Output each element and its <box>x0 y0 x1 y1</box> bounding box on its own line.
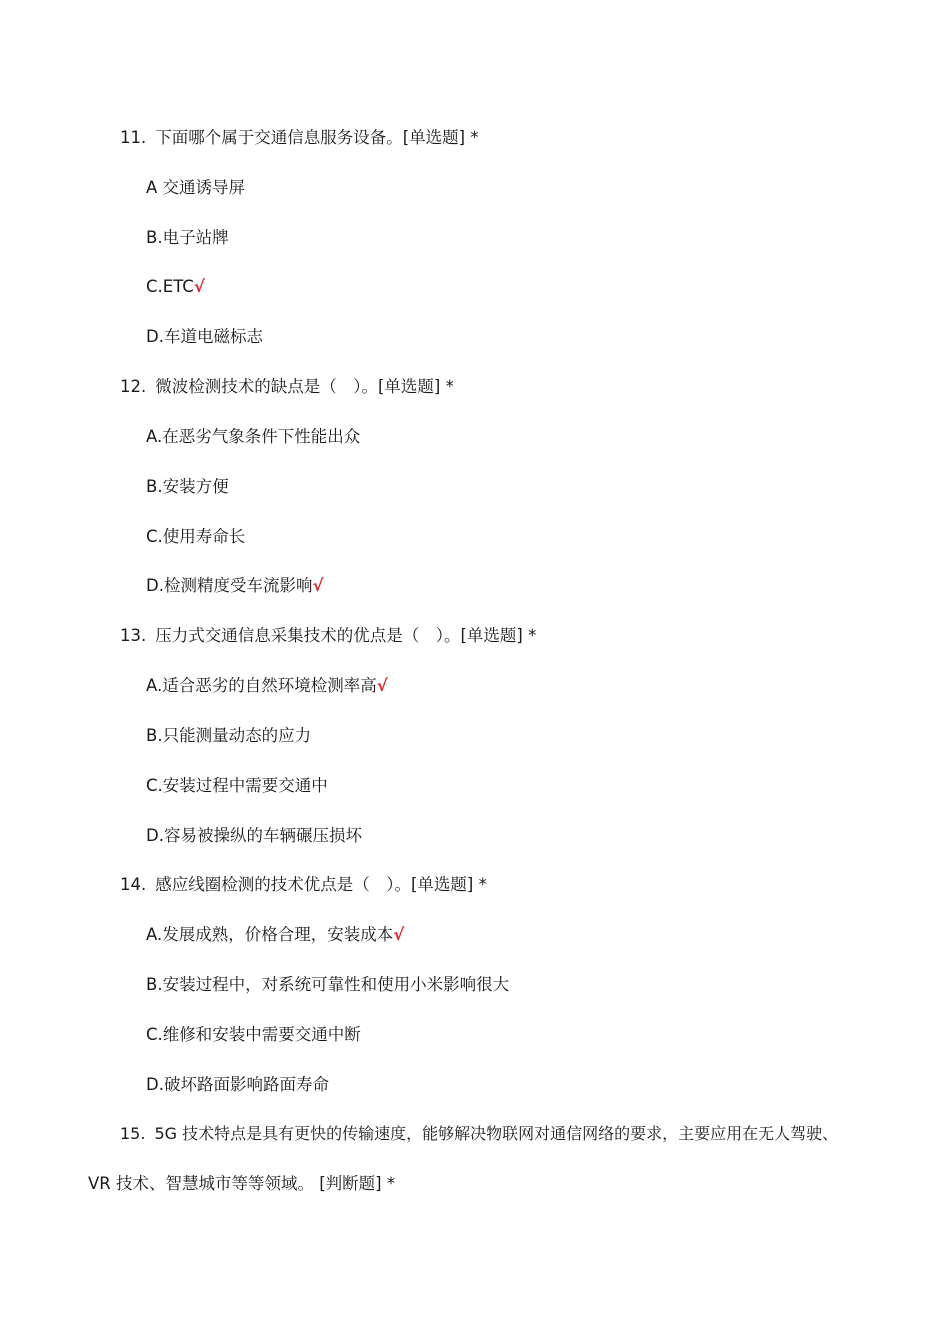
question-15-continued <box>88 1173 395 1195</box>
question-text: 微波检测技术的缺点是（ ）。[单选题] * <box>155 377 454 396</box>
option-14-c <box>146 1024 361 1046</box>
question-text-line1: 5G 技术特点是具有更快的传输速度，能够解决物联网对通信网络的要求，主要应用在无人驾驶、 <box>154 1124 839 1143</box>
question-13 <box>120 625 536 647</box>
question-15 <box>120 1123 838 1145</box>
checkmark-icon: √ <box>193 277 205 296</box>
question-11 <box>120 127 479 149</box>
option-label: D.容易被操纵的车辆碾压损坏 <box>146 826 362 845</box>
option-label: C.维修和安装中需要交通中断 <box>146 1025 361 1044</box>
checkmark-icon: √ <box>312 576 324 595</box>
option-12-a <box>146 426 360 448</box>
question-text: 下面哪个属于交通信息服务设备。[单选题] * <box>155 128 479 147</box>
option-label: D.检测精度受车流影响 <box>146 576 313 595</box>
question-number: 11. <box>120 128 147 147</box>
question-number: 14. <box>120 875 147 894</box>
option-label: A.在恶劣气象条件下性能出众 <box>146 427 361 446</box>
option-14-a <box>146 924 404 946</box>
option-label: B.安装方便 <box>146 477 229 496</box>
option-12-c <box>146 526 245 548</box>
question-number: 15. <box>120 1124 146 1143</box>
question-number: 12. <box>120 377 147 396</box>
option-11-b <box>146 227 229 249</box>
option-label: A 交通诱导屏 <box>146 178 246 197</box>
option-12-d <box>146 575 323 597</box>
option-13-d <box>146 825 362 847</box>
checkmark-icon: √ <box>393 925 405 944</box>
option-label: B.电子站牌 <box>146 228 229 247</box>
option-13-a <box>146 675 388 697</box>
option-12-b <box>146 476 229 498</box>
option-13-b <box>146 725 311 747</box>
question-text: 压力式交通信息采集技术的优点是（ ）。[单选题] * <box>155 626 537 645</box>
option-label: A.适合恶劣的自然环境检测率高 <box>146 676 377 695</box>
option-11-c <box>146 276 205 298</box>
option-label: D.车道电磁标志 <box>146 327 263 346</box>
option-11-a <box>146 177 245 199</box>
option-label: C.ETC <box>146 277 194 296</box>
option-label: C.使用寿命长 <box>146 527 246 546</box>
option-14-d <box>146 1074 329 1096</box>
option-label: B.只能测量动态的应力 <box>146 726 312 745</box>
option-13-c <box>146 775 328 797</box>
question-12 <box>120 376 454 398</box>
option-label: B.安装过程中，对系统可靠性和使用小米影响很大 <box>146 975 510 994</box>
option-label: D.破坏路面影响路面寿命 <box>146 1075 329 1094</box>
option-label: A.发展成熟，价格合理，安装成本 <box>146 925 394 944</box>
option-label: C.安装过程中需要交通中 <box>146 776 328 795</box>
question-text: 感应线圈检测的技术优点是（ ）。[单选题] * <box>155 875 487 894</box>
checkmark-icon: √ <box>376 676 388 695</box>
option-14-b <box>146 974 509 996</box>
question-number: 13. <box>120 626 147 645</box>
question-14 <box>120 874 487 896</box>
option-11-d <box>146 326 263 348</box>
question-text-line2: VR 技术、智慧城市等等领域。 [判断题] * <box>88 1174 396 1193</box>
